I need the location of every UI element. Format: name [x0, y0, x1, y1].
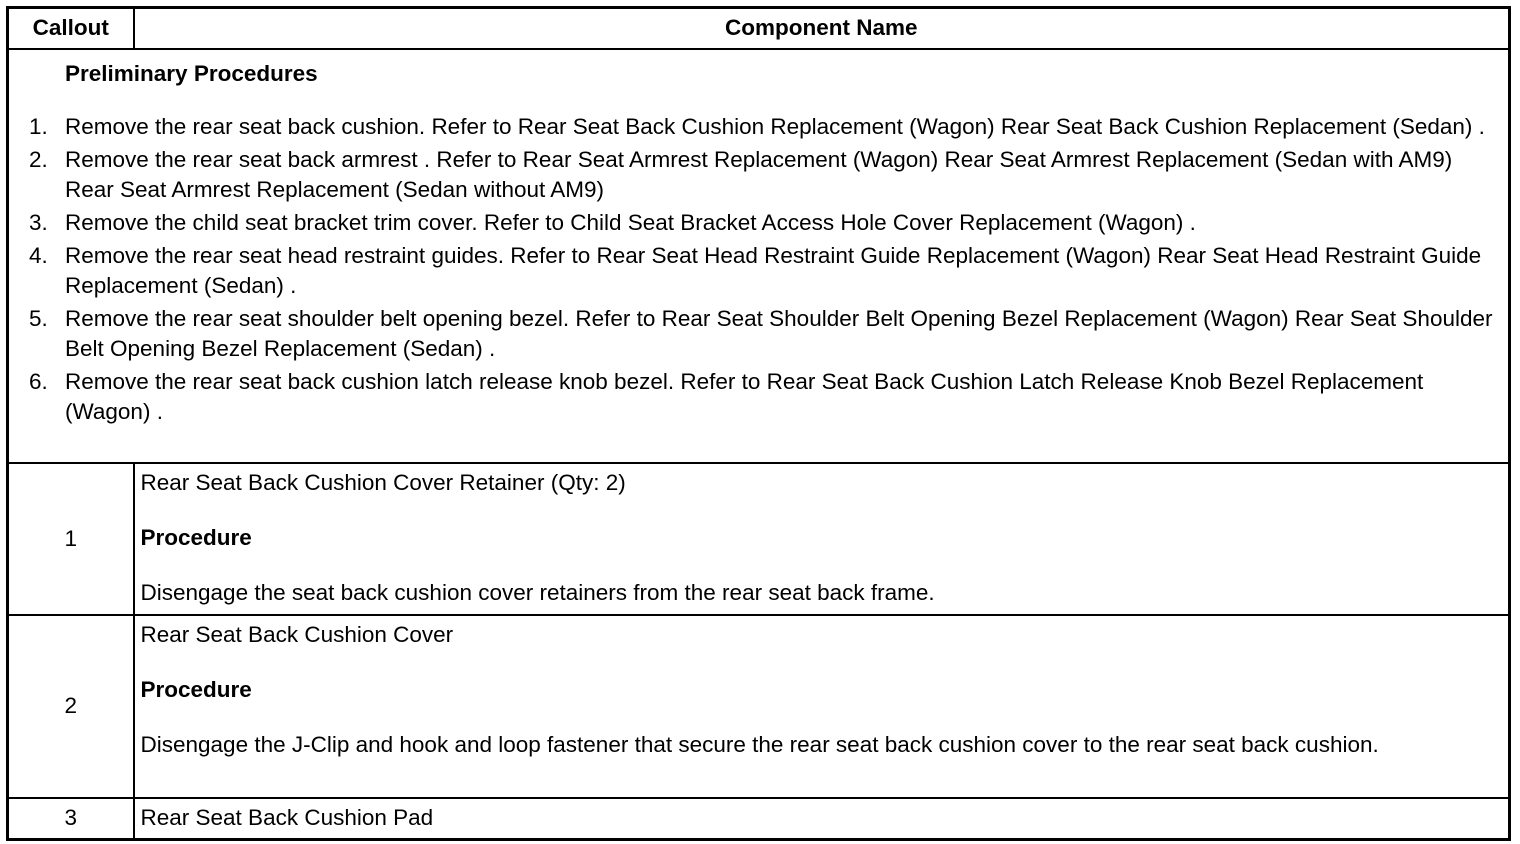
list-item — [29, 241, 1498, 301]
step-text: Remove the rear seat head restraint guides. Refer to Rear Seat Head Restraint Guide Replacement (Wagon) Rear Seat Head Restraint Guide Replacement (Sedan) . — [65, 242, 1482, 298]
preliminary-procedures-row — [8, 49, 1510, 463]
component-table — [6, 6, 1511, 841]
callout-column-header: Callout — [8, 8, 134, 49]
step-number: 4. — [29, 242, 48, 268]
component-cell — [134, 615, 1510, 798]
list-item — [29, 145, 1498, 205]
step-text: Remove the rear seat shoulder belt opening bezel. Refer to Rear Seat Shoulder Belt Opening Bezel Replacement (Wagon) Rear Seat Shoulder Belt Opening Bezel Replacement (Sedan) . — [65, 305, 1493, 361]
preliminary-procedures-title: Preliminary Procedures — [65, 60, 318, 86]
procedure-label: Procedure — [140, 524, 252, 550]
step-number: 2. — [29, 146, 48, 172]
callout-number: 3 — [8, 798, 134, 840]
component-name: Rear Seat Back Cushion Cover — [140, 621, 454, 647]
list-item — [29, 304, 1498, 364]
procedure-text: Disengage the seat back cushion cover retainers from the rear seat back frame. — [140, 579, 935, 605]
table-row — [8, 615, 1510, 798]
step-text: Remove the child seat bracket trim cover. Refer to Child Seat Bracket Access Hole Cover Replacement (Wagon) . — [65, 209, 1196, 235]
table-header-row — [8, 8, 1510, 49]
procedure-text: Disengage the J-Clip and hook and loop fastener that secure the rear seat back cushion cover to the rear seat back cushion. — [140, 731, 1379, 757]
step-number: 5. — [29, 305, 48, 331]
callout-number: 2 — [8, 615, 134, 798]
component-name-column-header: Component Name — [134, 8, 1510, 49]
step-text: Remove the rear seat back cushion. Refer to Rear Seat Back Cushion Replacement (Wagon) Rear Seat Back Cushion Replacement (Sedan) . — [65, 113, 1485, 139]
component-cell — [134, 463, 1510, 615]
step-text: Remove the rear seat back cushion latch release knob bezel. Refer to Rear Seat Back Cushion Latch Release Knob Bezel Replacement (Wagon) . — [65, 368, 1424, 424]
step-text: Remove the rear seat back armrest . Refer to Rear Seat Armrest Replacement (Wagon) Rear Seat Armrest Replacement (Sedan with AM9) Rear Seat Armrest Replacement (Sedan without AM9) — [65, 146, 1453, 202]
component-name: Rear Seat Back Cushion Pad — [134, 798, 1510, 840]
table-row — [8, 463, 1510, 615]
preliminary-steps-list — [29, 112, 1498, 427]
list-item — [29, 367, 1498, 427]
list-item — [29, 112, 1498, 142]
table-row — [8, 798, 1510, 840]
callout-number: 1 — [8, 463, 134, 615]
preliminary-procedures-cell — [8, 49, 1510, 463]
list-item — [29, 208, 1498, 238]
step-number: 3. — [29, 209, 48, 235]
step-number: 6. — [29, 368, 48, 394]
component-name: Rear Seat Back Cushion Cover Retainer (Qty: 2) — [140, 469, 626, 495]
procedure-label: Procedure — [140, 676, 252, 702]
step-number: 1. — [29, 113, 48, 139]
